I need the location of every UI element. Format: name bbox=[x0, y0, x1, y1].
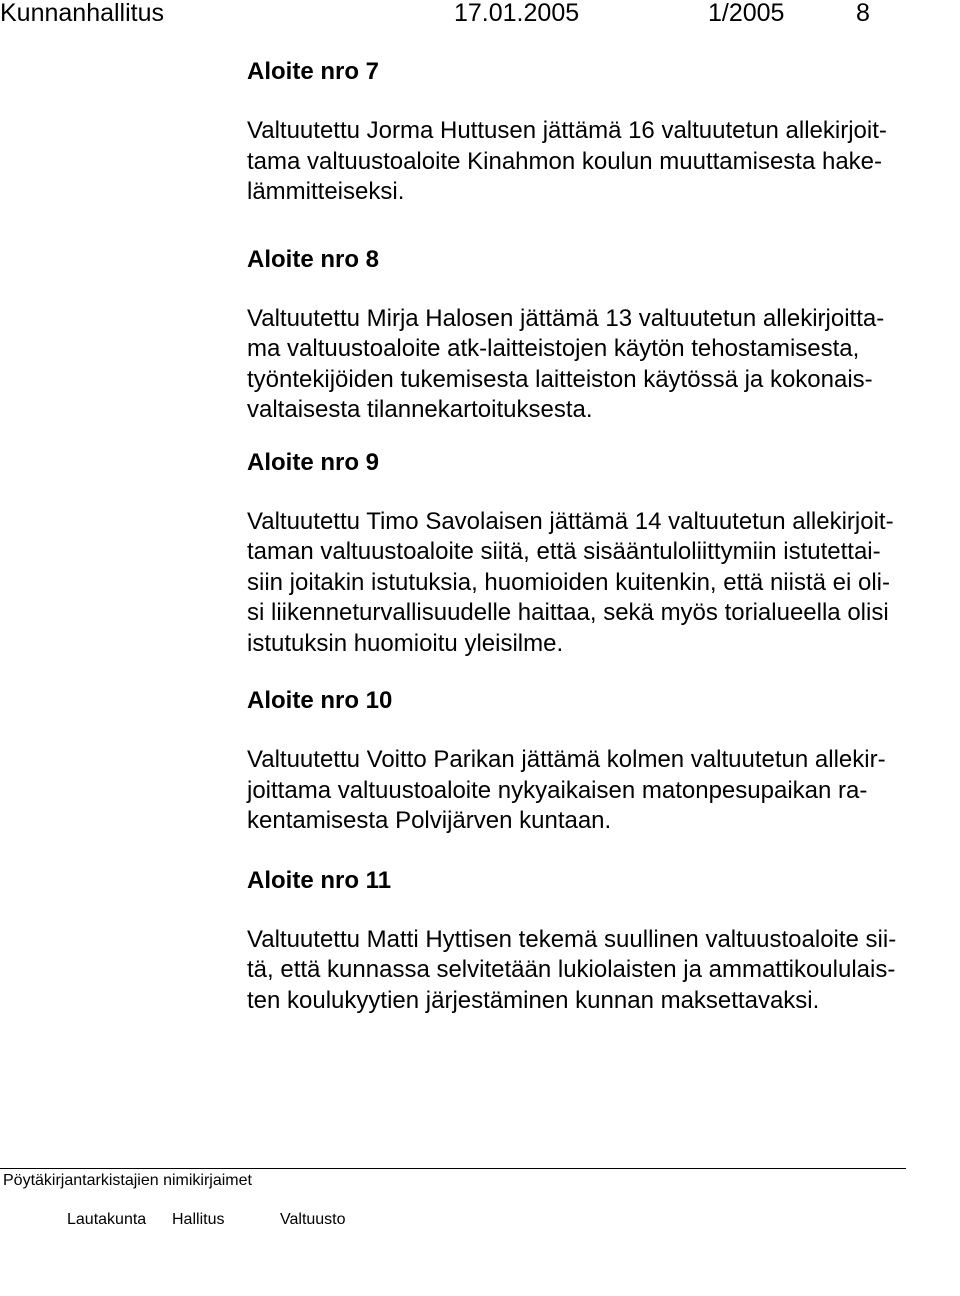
paragraph-line: valtaisesta tilannekartoituksesta. bbox=[247, 396, 593, 423]
paragraph-line: työntekijöiden tukemisesta laitteiston käytössä ja kokonais- bbox=[247, 365, 873, 393]
footer-column-hallitus: Hallitus bbox=[172, 1211, 225, 1228]
section-title: Aloite nro 10 bbox=[247, 687, 393, 714]
footer-column-lautakunta: Lautakunta bbox=[67, 1211, 147, 1228]
paragraph-line: istutuksin huomioitu yleisilme. bbox=[247, 629, 564, 657]
paragraph-line: Valtuutettu Jorma Huttusen jättämä 16 valtuutetun allekirjoit- bbox=[247, 117, 887, 144]
footer-column-valtuusto: Valtuusto bbox=[280, 1211, 346, 1228]
section-paragraph bbox=[247, 507, 959, 660]
paragraph-line: Valtuutettu Timo Savolaisen jättämä 14 valtuutetun allekirjoit- bbox=[247, 507, 894, 535]
paragraph-line: Valtuutettu Mirja Halosen jättämä 13 valtuutetun allekirjoitta- bbox=[247, 304, 885, 332]
section-paragraph bbox=[247, 304, 959, 426]
header-organization: Kunnanhallitus bbox=[0, 0, 165, 27]
paragraph-line: lämmitteiseksi. bbox=[247, 178, 405, 205]
header-page-number: 8 bbox=[856, 0, 870, 27]
section-aloite-8 bbox=[247, 245, 959, 426]
paragraph-line: siin joitakin istutuksia, huomioiden kuitenkin, että niistä ei oli- bbox=[247, 568, 890, 596]
section-title: Aloite nro 7 bbox=[247, 58, 380, 85]
section-aloite-10 bbox=[247, 686, 959, 837]
paragraph-line: joittama valtuustoaloite nykyaikaisen matonpesupaikan ra- bbox=[247, 776, 868, 804]
section-aloite-9 bbox=[247, 448, 959, 660]
paragraph-line: tä, että kunnassa selvitetään lukiolaisten ja ammattikoululais- bbox=[247, 956, 896, 983]
header-date: 17.01.2005 bbox=[454, 0, 580, 27]
section-aloite-11 bbox=[247, 866, 959, 1017]
paragraph-line: kentamisesta Polvijärven kuntaan. bbox=[247, 807, 612, 834]
footer-signature-label: Pöytäkirjantarkistajien nimikirjaimet bbox=[3, 1172, 252, 1189]
section-paragraph bbox=[247, 116, 959, 208]
paragraph-line: ma valtuustoaloite atk-laitteistojen käytön tehostamisesta, bbox=[247, 335, 860, 362]
section-title: Aloite nro 11 bbox=[247, 866, 392, 894]
paragraph-line: ten koulukyytien järjestäminen kunnan maksettavaksi. bbox=[247, 986, 820, 1014]
header-meeting-number: 1/2005 bbox=[708, 0, 785, 27]
paragraph-line: Valtuutettu Matti Hyttisen tekemä suullinen valtuustoaloite sii- bbox=[247, 925, 897, 953]
section-paragraph bbox=[247, 925, 959, 1017]
paragraph-line: si liikenneturvallisuudelle haittaa, sekä myös torialueella olisi bbox=[247, 599, 889, 626]
section-aloite-7 bbox=[247, 57, 959, 208]
paragraph-line: tama valtuustoaloite Kinahmon koulun muuttamisesta hake- bbox=[247, 147, 883, 175]
section-title: Aloite nro 9 bbox=[247, 448, 380, 476]
document-body bbox=[247, 57, 959, 1049]
paragraph-line: taman valtuustoaloite siitä, että sisääntuloliittymiin istutettai- bbox=[247, 538, 881, 565]
section-title: Aloite nro 8 bbox=[247, 245, 380, 273]
footer-divider bbox=[0, 1168, 906, 1169]
paragraph-line: Valtuutettu Voitto Parikan jättämä kolmen valtuutetun allekir- bbox=[247, 746, 886, 773]
section-paragraph bbox=[247, 745, 959, 837]
